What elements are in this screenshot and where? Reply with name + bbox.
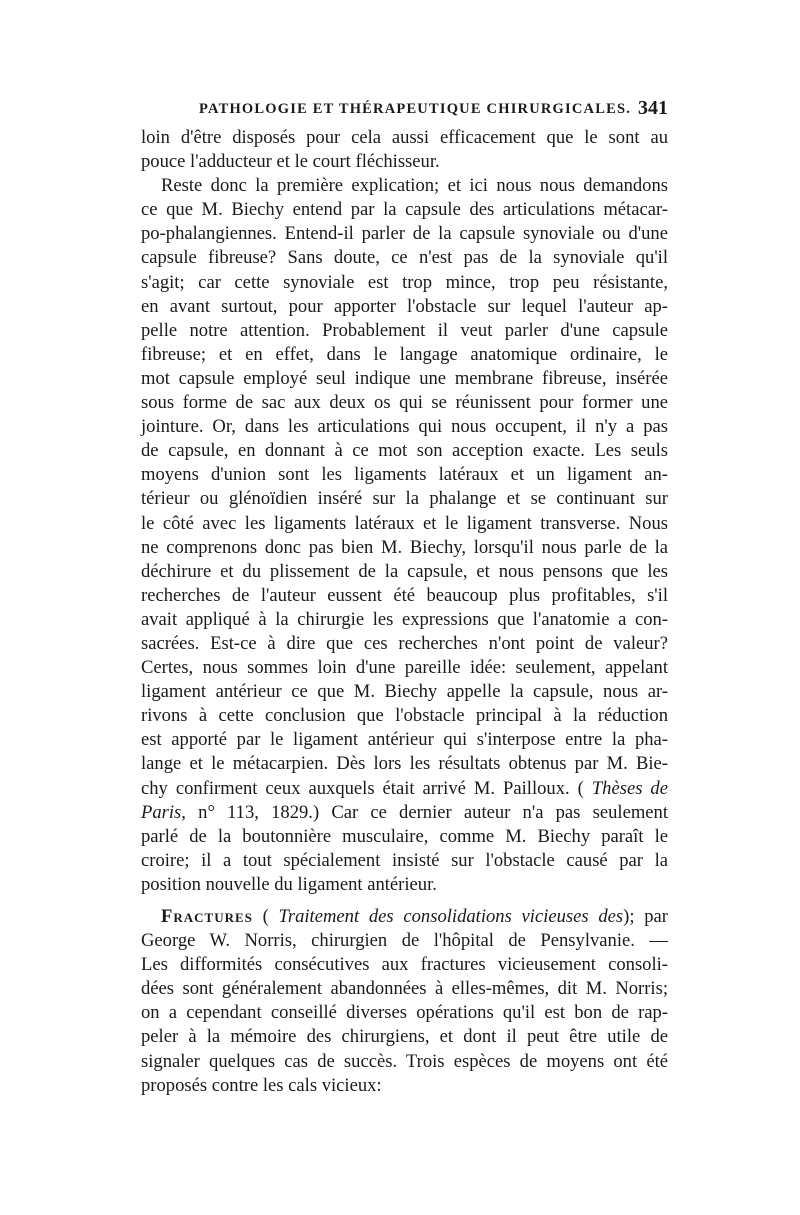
paragraph-2 bbox=[141, 174, 668, 897]
title-italic: Traitement des consolidations vicieuses des bbox=[278, 906, 624, 927]
page-number: 341 bbox=[638, 97, 668, 119]
book-page bbox=[141, 96, 668, 1098]
citation-italic: Thèses de bbox=[591, 777, 668, 799]
text-span: ); par bbox=[623, 906, 668, 927]
text-line: on a cependant conseillé diverses opérations qu'il est bon de rap- bbox=[141, 1002, 668, 1024]
text-line: Certes, nous sommes loin d'une pareille idée: seulement, appelant bbox=[141, 657, 668, 679]
text-line: de capsule, en donnant à ce mot son acception exacte. Les seuls bbox=[141, 440, 668, 462]
text-line: est apporté par le ligament antérieur qui s'interpose entre la pha- bbox=[141, 729, 668, 751]
text-line: mot capsule employé seul indique une membrane fibreuse, insérée bbox=[141, 367, 668, 389]
text-line: ligament antérieur ce que M. Biechy appelle la capsule, nous ar- bbox=[141, 681, 668, 703]
text-line: pouce l'adducteur et le court fléchisseur. bbox=[141, 151, 440, 173]
text-line bbox=[141, 777, 668, 801]
text-line bbox=[141, 801, 668, 825]
text-line: recherches de l'auteur eussent été beaucoup plus profitables, s'il bbox=[141, 584, 668, 606]
text-line: capsule fibreuse? Sans doute, ce n'est pas de la synoviale qu'il bbox=[141, 247, 668, 269]
paragraph-1 bbox=[141, 126, 668, 174]
text-line: position nouvelle du ligament antérieur. bbox=[141, 873, 437, 895]
text-line: en avant surtout, pour apporter l'obstacle sur lequel l'auteur ap- bbox=[141, 295, 668, 317]
text-line: sacrées. Est-ce à dire que ces recherches n'ont point de valeur? bbox=[141, 632, 668, 654]
text-line: fibreuse; et en effet, dans le langage anatomique ordinaire, le bbox=[141, 343, 668, 365]
text-line: ce que M. Biechy entend par la capsule des articulations métacar- bbox=[141, 199, 668, 221]
text-line: signaler quelques cas de succès. Trois espèces de moyens ont été bbox=[141, 1050, 668, 1072]
text-line: s'agit; car cette synoviale est trop mince, trop peu résistante, bbox=[141, 271, 668, 293]
text-line: moyens d'union sont les ligaments latéraux et un ligament an- bbox=[141, 464, 668, 486]
text-line: sous forme de sac aux deux os qui se réunissent pour former une bbox=[141, 392, 668, 414]
paragraph-gap bbox=[141, 897, 668, 905]
text-line: peler à la mémoire des chirurgiens, et dont il peut être utile de bbox=[141, 1026, 668, 1048]
text-line: jointure. Or, dans les articulations qui nous occupent, il n'y a pas bbox=[141, 416, 668, 438]
text-line: ne comprenons donc pas bien M. Biechy, lorsqu'il nous parle de la bbox=[141, 536, 668, 558]
text-line: George W. Norris, chirurgien de l'hôpital de Pensylvanie. — bbox=[141, 930, 668, 952]
text-line: Les difformités consécutives aux fractures vicieusement consoli- bbox=[141, 954, 668, 976]
text-line: po-phalangiennes. Entend-il parler de la capsule synoviale ou d'une bbox=[141, 223, 668, 245]
text-line: lange et le métacarpien. Dès lors les résultats obtenus par M. Bie- bbox=[141, 753, 668, 775]
text-line: Reste donc la première explication; et ici nous nous demandons bbox=[161, 175, 668, 197]
text-line: pelle notre attention. Probablement il veut parler d'une capsule bbox=[141, 319, 668, 341]
text-line: déchirure et du plissement de la capsule, et nous pensons que les bbox=[141, 560, 668, 582]
section-title: Fractures bbox=[161, 906, 253, 927]
text-line: parlé de la boutonnière musculaire, comme M. Biechy paraît le bbox=[141, 825, 668, 847]
text-line: le côté avec les ligaments latéraux et le ligament transverse. Nous bbox=[141, 512, 668, 534]
text-line: loin d'être disposés pour cela aussi efficacement que le sont au bbox=[141, 127, 668, 148]
text-line: rivons à cette conclusion que l'obstacle principal à la réduction bbox=[141, 705, 668, 727]
text-span: n° 113, 1829.) Car ce dernier auteur n'a pas seulement bbox=[185, 801, 668, 823]
text-line: croire; il a tout spécialement insisté sur l'obstacle causé par la bbox=[141, 849, 668, 871]
text-span: chy confirment ceux auxquels était arrivé M. Pailloux. ( bbox=[141, 777, 584, 799]
text-line bbox=[141, 905, 668, 929]
paragraph-3 bbox=[141, 905, 668, 1098]
text-line: térieur ou glénoïdien inséré sur la phalange et se continuant sur bbox=[141, 488, 668, 510]
running-head bbox=[141, 96, 668, 126]
text-span: ( bbox=[262, 906, 269, 927]
text-line: proposés contre les cals vicieux: bbox=[141, 1074, 382, 1096]
text-line: dées sont généralement abandonnées à elles-mêmes, dit M. Norris; bbox=[141, 978, 668, 1000]
text-line: avait appliqué à la chirurgie les expressions que l'anatomie a con- bbox=[141, 608, 668, 630]
citation-italic: Paris, bbox=[141, 801, 186, 823]
running-title: PATHOLOGIE ET THÉRAPEUTIQUE CHIRURGICALES. bbox=[199, 101, 632, 117]
